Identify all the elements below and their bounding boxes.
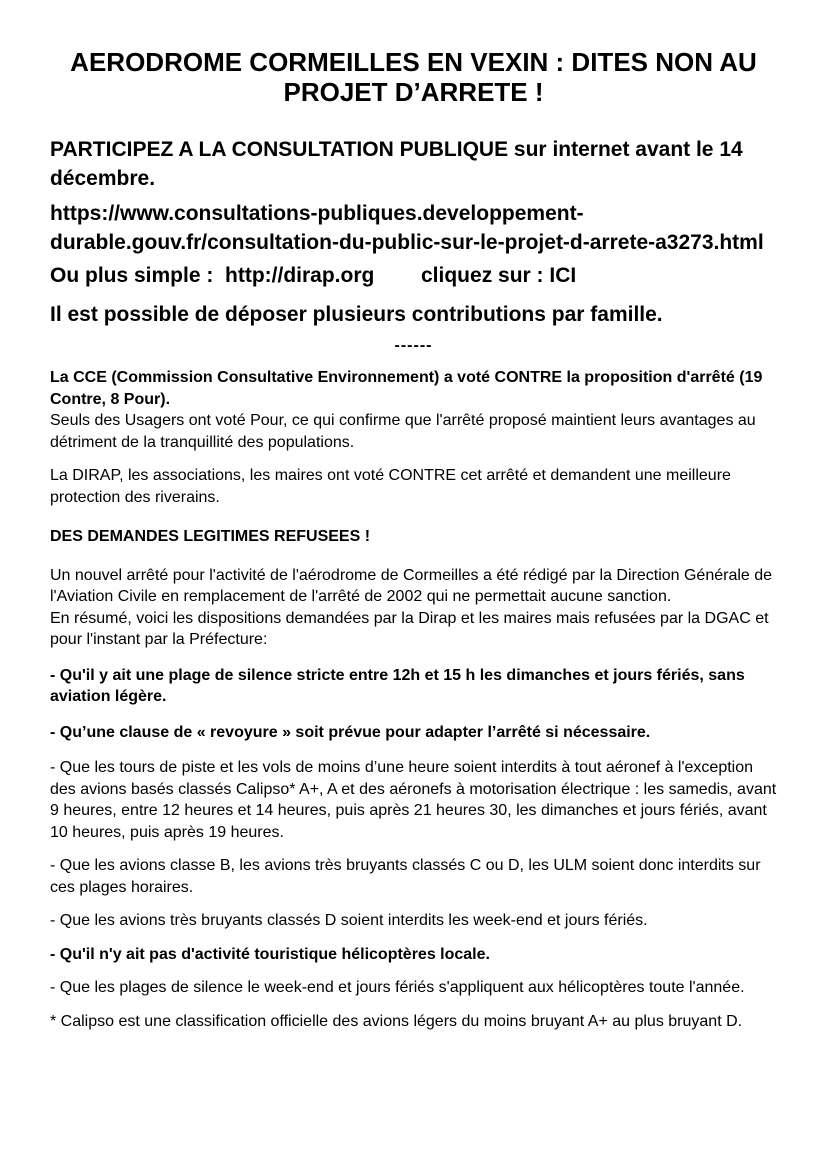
dashes-separator: ------	[394, 337, 433, 354]
cce-vote-regular: Seuls des Usagers ont voté Pour, ce qui confirme que l'arrêté proposé maintient leurs avantages au détriment de la tranquillité des populations.	[50, 412, 756, 451]
consultation-url-link[interactable]	[50, 199, 777, 257]
dirap-vote-paragraph: La DIRAP, les associations, les maires ont voté CONTRE cet arrêté et demandent une meilleure protection des riverains.	[50, 467, 731, 506]
cce-vote-paragraph	[50, 367, 777, 453]
context-line2: En résumé, voici les dispositions demandées par la Dirap et les maires mais refusées par la DGAC et pour l'instant par la Préfecture:	[50, 609, 769, 648]
consultation-url-line1[interactable]: https://www.consultations-publiques.developpement-	[50, 202, 584, 225]
dirap-link-line[interactable]: Ou plus simple : http://dirap.org cliquez sur : ICI	[50, 264, 577, 287]
document-title: AERODROME CORMEILLES EN VEXIN : DITES NON AU PROJET D’ARRETE !	[70, 47, 757, 107]
demand-item-revoyure: - Qu’une clause de « revoyure » soit prévue pour adapter l’arrêté si nécessaire.	[50, 723, 651, 741]
calipso-footnote: * Calipso est une classification officielle des avions légers du moins bruyant A+ au plus bruyant D.	[50, 1012, 743, 1030]
demand-item-silence: - Qu'il y ait une plage de silence stricte entre 12h et 15 h les dimanches et jours fériés, sans aviation légère.	[50, 666, 745, 705]
context-paragraph	[50, 565, 777, 651]
cce-vote-bold: La CCE (Commission Consultative Environnement) a voté CONTRE la proposition d'arrêté (19 Contre, 8 Pour).	[50, 369, 763, 408]
demand-item-plages-silence: - Que les plages de silence le week-end et jours fériés s'appliquent aux hélicoptères toute l'année.	[50, 979, 745, 996]
demand-item-classe-d: - Que les avions très bruyants classés D soient interdits les week-end et jours fériés.	[50, 912, 648, 929]
contributions-note: Il est possible de déposer plusieurs contributions par famille.	[50, 303, 663, 326]
demand-item-tours-de-piste: - Que les tours de piste et les vols de moins d’une heure soient interdits à tout aéronef à l'exception des avions basés classés Calipso* A+, A et des aéronefs à motorisation électrique : les samedis, avant 9 heures, entre 12 heures et 14 heures, puis après 21 heures 30, les dimanches et jours fériés, avant 10 heures, puis après 19 heures.	[50, 759, 777, 841]
section-heading: DES DEMANDES LEGITIMES REFUSEES !	[50, 528, 371, 545]
demand-item-classe-b: - Que les avions classe B, les avions très bruyants classés C ou D, les ULM soient donc interdits sur ces plages horaires.	[50, 857, 761, 896]
context-line1: Un nouvel arrêté pour l'activité de l'aérodrome de Cormeilles a été rédigé par la Direction Générale de l'Aviation Civile en remplacement de l'arrêté de 2002 qui ne permettait aucune sanction.	[50, 566, 773, 605]
demand-item-helicopteres: - Qu'il n'y ait pas d'activité touristique hélicoptères locale.	[50, 945, 490, 963]
consultation-url-line2[interactable]: durable.gouv.fr/consultation-du-public-sur-le-projet-d-arrete-a3273.html	[50, 231, 764, 254]
participate-call: PARTICIPEZ A LA CONSULTATION PUBLIQUE sur internet avant le 14 décembre.	[50, 138, 743, 190]
